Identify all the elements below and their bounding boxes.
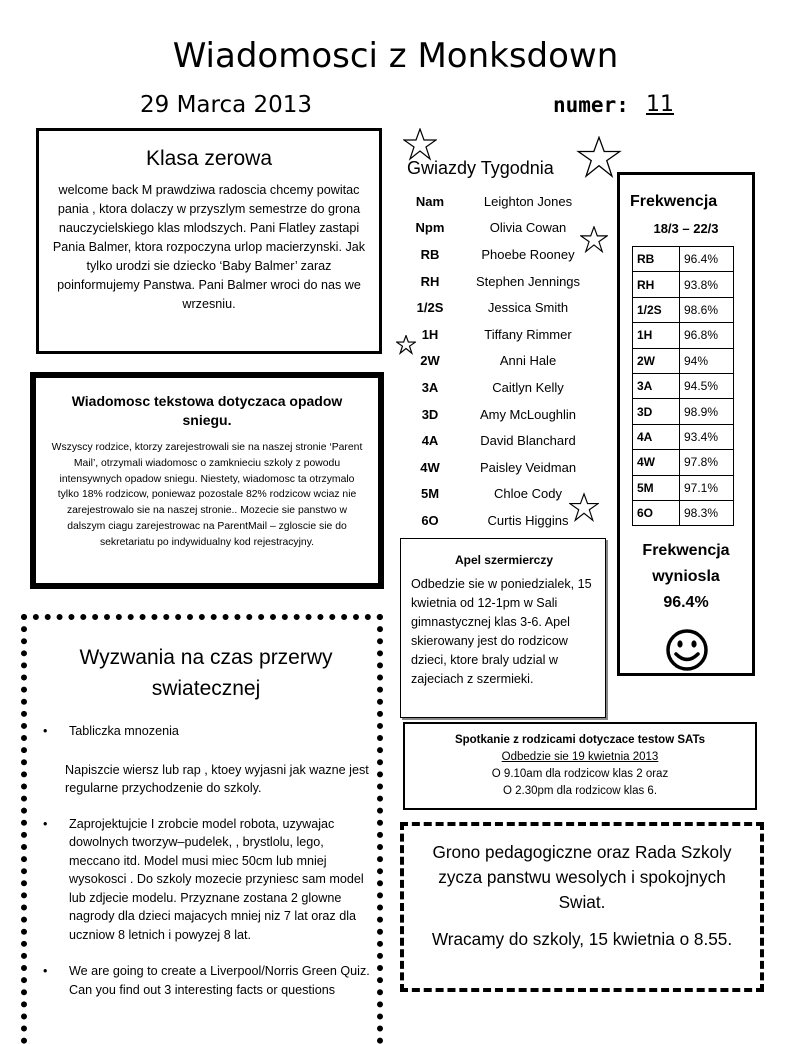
attendance-range: 18/3 – 22/3	[653, 221, 719, 236]
challenges-list	[35, 722, 377, 741]
star-class: Nam	[415, 193, 445, 209]
klasa-zerowa-box	[36, 128, 382, 354]
attendance-box	[617, 172, 755, 676]
klasa-zerowa-heading: Klasa zerowa	[145, 147, 273, 170]
table-row	[633, 323, 734, 348]
attendance-value: 93.8%	[680, 272, 734, 297]
greeting-text-2: Wracamy do szkoly, 15 kwietnia o 8.55.	[431, 929, 733, 949]
star-name: Paisley Veidman	[479, 459, 577, 475]
attendance-value: 97.8%	[680, 450, 734, 475]
star-class: 1H	[421, 326, 439, 342]
attendance-heading: Frekwencja	[630, 193, 718, 210]
smiley-icon	[664, 627, 710, 673]
attendance-class: 4W	[633, 450, 680, 475]
star-class: 4W	[420, 459, 440, 475]
star-class: 3A	[421, 379, 439, 395]
attendance-value: 98.6%	[680, 297, 734, 322]
bullet-icon: •	[43, 964, 48, 978]
attendance-class: 2W	[633, 348, 680, 373]
attendance-summary-line2: wyniosla	[652, 568, 720, 585]
attendance-class: 4A	[633, 424, 680, 449]
list-item	[35, 722, 377, 741]
issue-number: 11	[646, 92, 674, 117]
star-name: Jessica Smith	[487, 300, 569, 316]
star-name: Chloe Cody	[494, 486, 562, 502]
greeting-box	[400, 822, 764, 992]
attendance-value: 94%	[680, 348, 734, 373]
table-row	[400, 507, 596, 534]
fencing-heading: Apel szermierczy	[454, 553, 554, 567]
bullet-icon: •	[43, 724, 48, 738]
star-class: RH	[420, 273, 440, 289]
star-class: 1/2S	[416, 300, 444, 316]
attendance-class: RB	[633, 247, 680, 272]
table-row	[633, 247, 734, 272]
issue-date: 29 Marca 2013	[140, 92, 313, 118]
table-row	[400, 401, 596, 428]
star-class: Npm	[415, 220, 445, 236]
star-class: 6O	[421, 512, 439, 528]
greeting-text-1: Grono pedagogiczne oraz Rada Szkoly zycza panstwu wesolych i spokojnych Swiat.	[432, 842, 732, 912]
list-item	[35, 962, 377, 999]
table-row	[400, 427, 596, 454]
table-row	[633, 373, 734, 398]
star-name: Curtis Higgins	[487, 512, 569, 528]
table-row	[633, 297, 734, 322]
table-row	[400, 268, 596, 295]
sats-meeting-line1: O 9.10am dla rodzicow klas 2 oraz	[491, 768, 669, 780]
attendance-class: 3A	[633, 373, 680, 398]
attendance-summary-line1: Frekwencja	[642, 542, 730, 559]
table-row	[400, 374, 596, 401]
star-name: David Blanchard	[480, 433, 576, 449]
snow-message-text: Wszyscy rodzice, ktorzy zarejestrowali sie na naszej stronie ‘Parent Mail’, otrzymali wiadomosc o zamknieciu szkoly z powodu intensywnych opadow sniegu. Niestety, wiadomosc ta otrzymalo tylko 18% rodzicow, poniewaz pozostale 82% rodzicow wciaz nie zarejestrowalo sie na naszej stronie.. Mozecie sie panstwo w dalszym ciagu zarejestrowac na ParentMail – zgloscie sie do sekretariatu po indywidualny kod rejestracyjny.	[51, 442, 363, 548]
table-row	[633, 399, 734, 424]
attendance-value: 96.8%	[680, 323, 734, 348]
attendance-value: 93.4%	[680, 424, 734, 449]
attendance-table	[632, 246, 734, 526]
star-class: 2W	[420, 353, 440, 369]
table-row	[633, 424, 734, 449]
star-name: Tiffany Rimmer	[484, 326, 572, 342]
challenge-item-3: We are going to create a Liverpool/Norris Green Quiz. Can you find out 3 interesting facts or questions	[69, 964, 370, 997]
star-icon	[403, 128, 437, 162]
sats-meeting-heading: Spotkanie z rodzicami dotyczace testow SATs	[454, 734, 706, 746]
attendance-summary	[620, 538, 752, 616]
stars-table	[400, 188, 596, 534]
table-row	[400, 454, 596, 481]
table-row	[400, 188, 596, 215]
snow-message-box	[30, 372, 384, 589]
stars-heading: Gwiazdy Tygodnia	[407, 158, 554, 178]
table-row	[400, 321, 596, 348]
bullet-icon: •	[43, 816, 48, 831]
star-icon	[576, 136, 622, 180]
attendance-value: 96.4%	[680, 247, 734, 272]
star-name: Olivia Cowan	[489, 220, 567, 236]
table-row	[633, 450, 734, 475]
star-name: Caitlyn Kelly	[492, 379, 564, 395]
star-icon	[580, 226, 608, 254]
klasa-zerowa-text: welcome back M prawdziwa radoscia chcemy powitac pania , ktora dolaczy w przyszlym semestrze do grona nauczycielskiego klas mlodszych. Pani Flatley zastapi Pania Balmer, ktora rozpoczyna urlop macierzynski. Jak tylko urodzi sie dziecko ‘Baby Balmer’ zaraz poinformujemy Panstwa. Pani Balmer wroci do nas we wrzesniu.	[52, 183, 366, 311]
sats-meeting-date: Odbedzie sie 19 kwietnia 2013	[501, 751, 659, 763]
star-class: 4A	[421, 433, 439, 449]
challenge-item-2: Zaprojektujcie I zrobcie model robota, uzywajac dowolnych tworzyw–pudelek, , brystlolu, lego, meccano itd. Model musi miec 50cm lub mniej wysokosci . Do szkoly mozecie przyniesc sam model lub zdjecie modelu. Przyznane zostana 2 glowne nagrody dla dzieci majacych mniej niz 7 lat oraz dla uczniow 8 letnich i powyzej 8 lat.	[69, 816, 364, 942]
table-row	[400, 348, 596, 375]
star-name: Leighton Jones	[483, 193, 573, 209]
attendance-value: 98.9%	[680, 399, 734, 424]
attendance-class: 1/2S	[633, 297, 680, 322]
star-name: Stephen Jennings	[475, 273, 581, 289]
fencing-text: Odbedzie sie w poniedzialek, 15 kwietnia od 12-1pm w Sali gimnastycznej klas 3-6. Apel skierowany jest do rodzicow dzieci, ktore braly udzial w zajeciach z szermieki.	[411, 577, 592, 686]
attendance-class: RH	[633, 272, 680, 297]
star-class: 5M	[420, 486, 440, 502]
star-icon	[396, 335, 416, 355]
star-name: Amy McLoughlin	[479, 406, 577, 422]
attendance-class: 3D	[633, 399, 680, 424]
challenges-list-2	[35, 815, 377, 1000]
attendance-class: 1H	[633, 323, 680, 348]
star-name: Anni Hale	[499, 353, 557, 369]
table-row	[400, 241, 596, 268]
newsletter-title: Wiadomosci z Monksdown	[172, 36, 619, 76]
snow-message-heading: Wiadomosc tekstowa dotyczaca opadow sniegu.	[71, 393, 343, 428]
table-row	[400, 215, 596, 242]
attendance-value: 97.1%	[680, 475, 734, 500]
sats-meeting-box	[403, 722, 757, 810]
star-class: RB	[420, 246, 440, 262]
sats-meeting-line2: O 2.30pm dla rodzicow klas 6.	[502, 785, 658, 797]
star-icon	[569, 492, 599, 524]
attendance-class: 5M	[633, 475, 680, 500]
attendance-value: 98.3%	[680, 500, 734, 525]
table-row	[633, 348, 734, 373]
table-row	[400, 481, 596, 508]
challenge-item-1-sub: Napiszcie wiersz lub rap , ktoey wyjasni jak wazne jest regularne przychodzenie do szkoly.	[65, 762, 369, 795]
attendance-class: 6O	[633, 500, 680, 525]
list-item	[35, 815, 377, 945]
star-class: 3D	[421, 406, 439, 422]
issue-label: numer:	[553, 93, 629, 117]
challenge-item-1: Tabliczka mnozenia	[69, 724, 179, 738]
table-row	[400, 294, 596, 321]
table-row	[633, 475, 734, 500]
challenges-heading: Wyzwania na czas przerwy swiatecznej	[79, 646, 333, 700]
attendance-value: 94.5%	[680, 373, 734, 398]
fencing-box	[400, 538, 606, 718]
challenges-box	[21, 614, 383, 1044]
attendance-summary-value: 96.4%	[663, 594, 709, 611]
table-row	[633, 500, 734, 525]
table-row	[633, 272, 734, 297]
star-name: Phoebe Rooney	[481, 246, 575, 262]
